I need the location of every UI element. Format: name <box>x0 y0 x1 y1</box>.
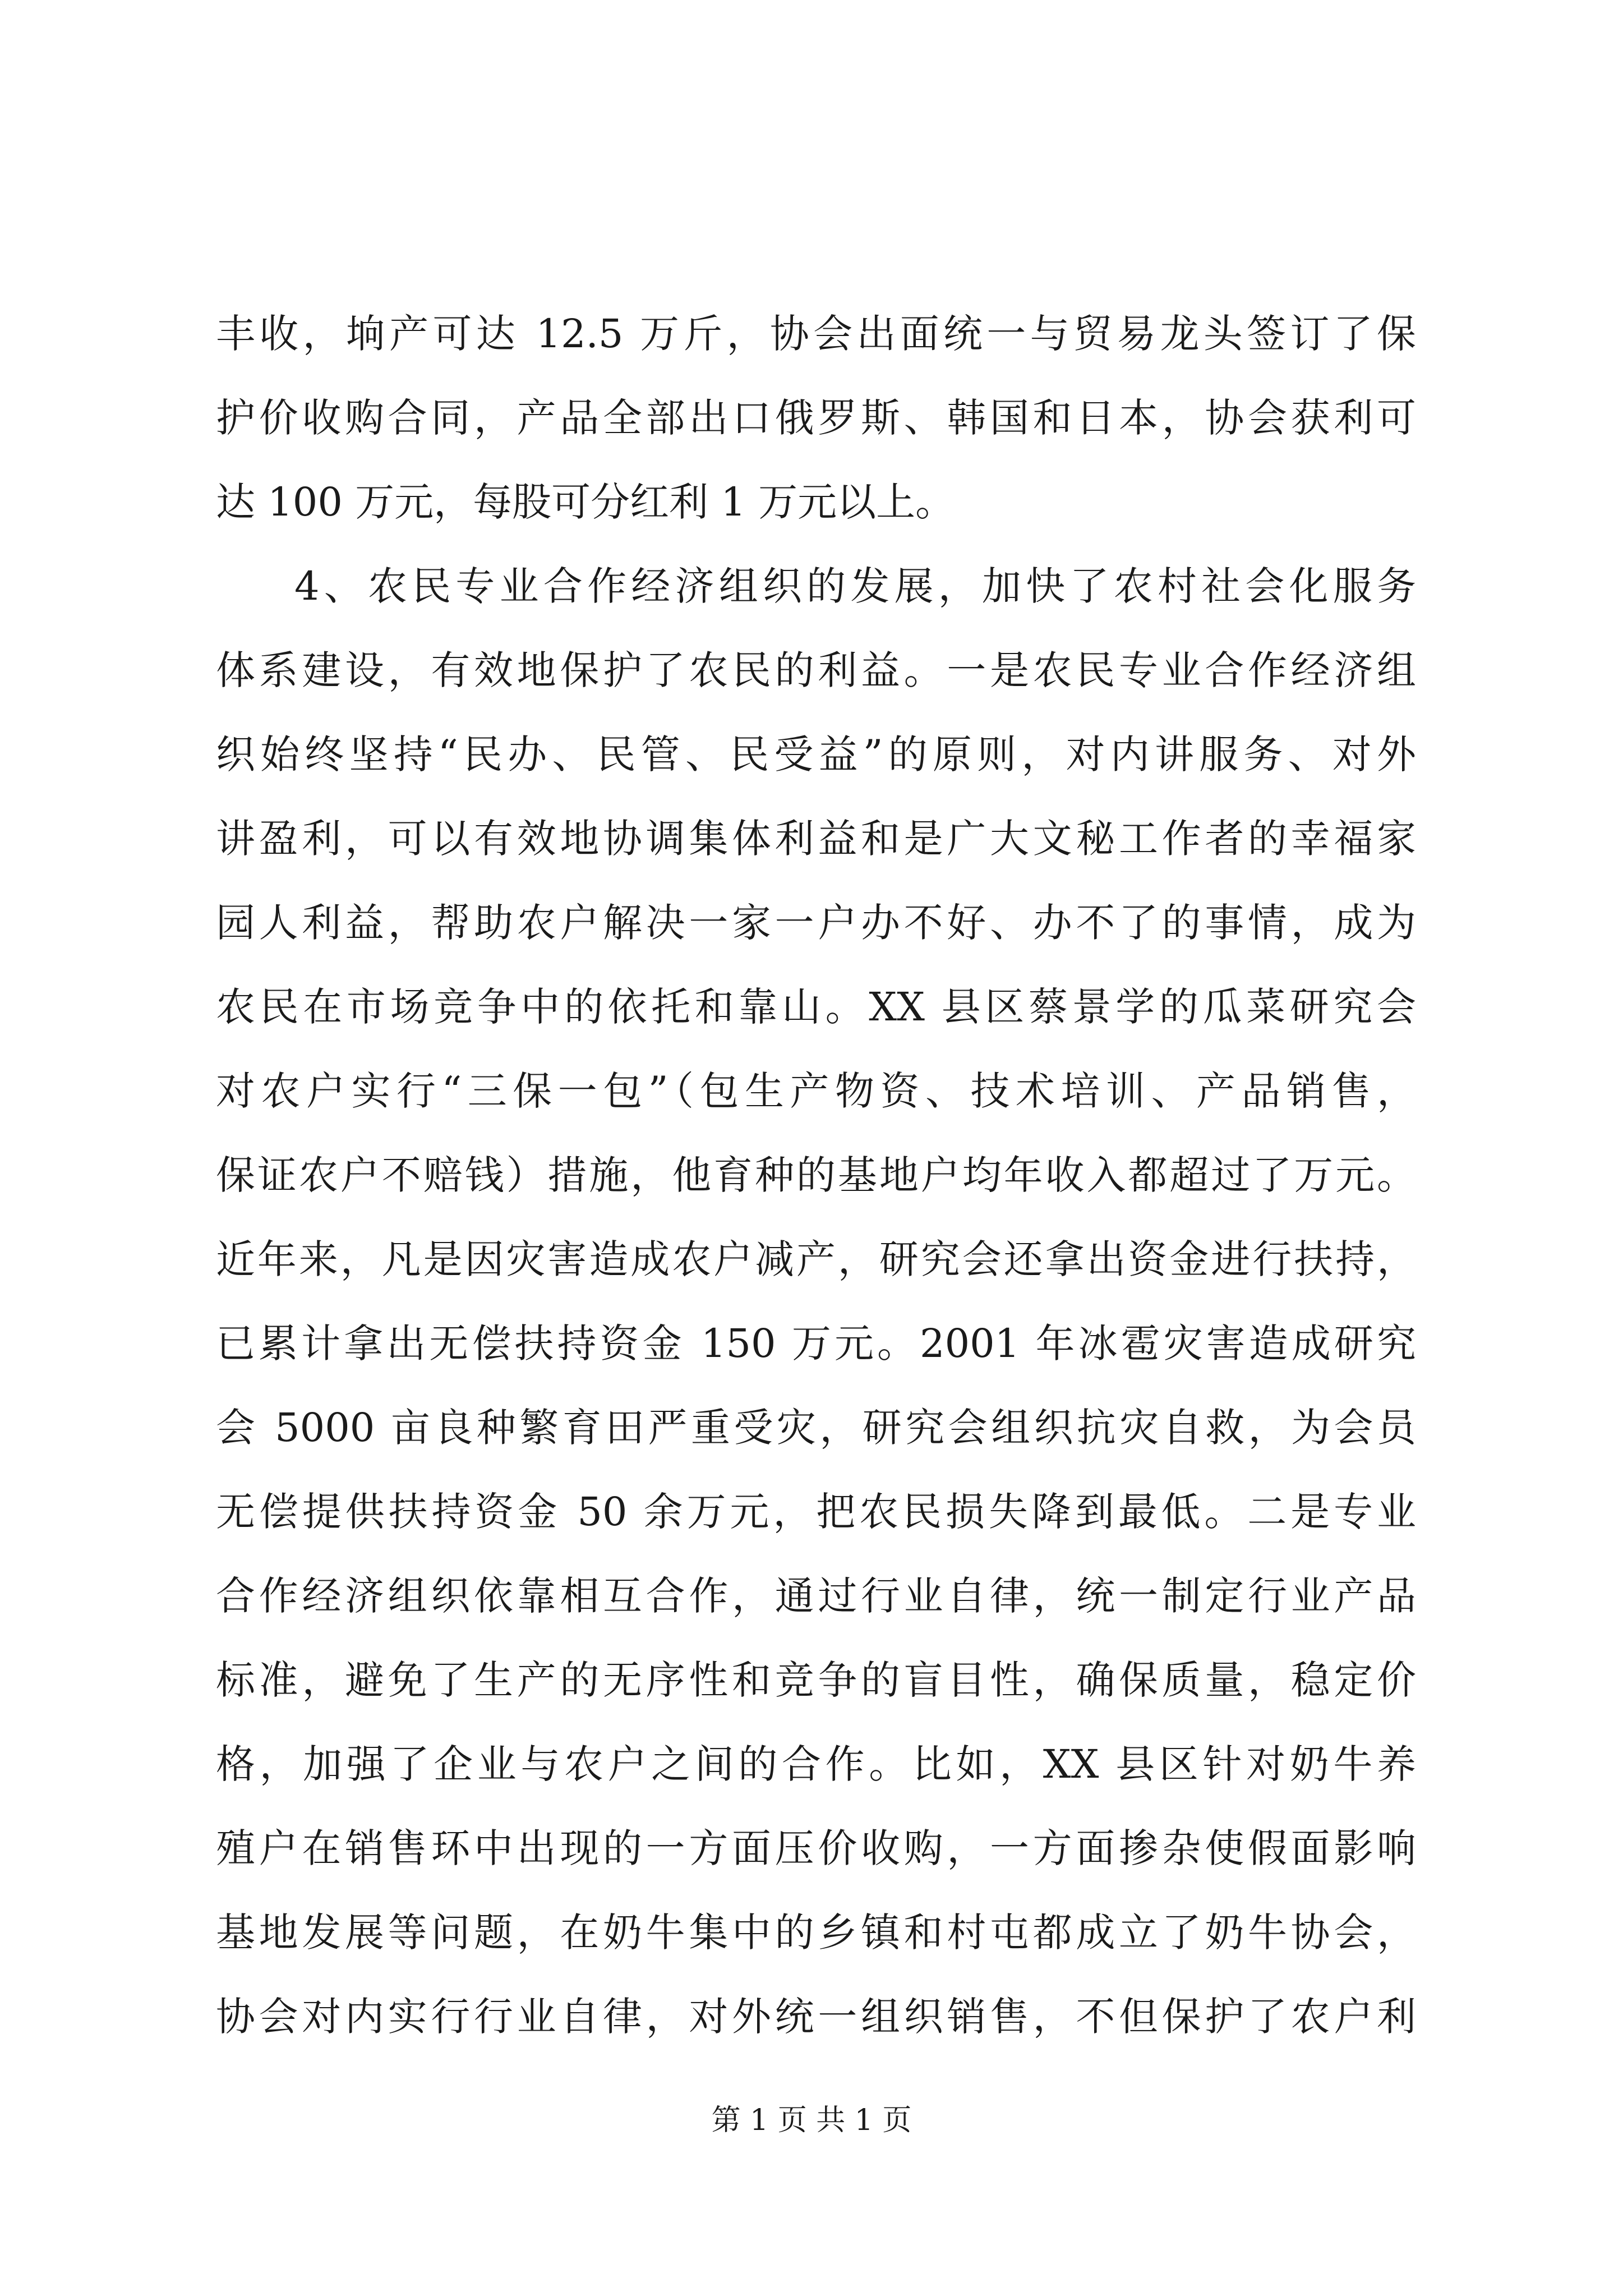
body-text <box>216 292 1416 2059</box>
text-line: 格，加强了企业与农户之间的合作。比如，XX 县区针对奶牛养 <box>216 1741 1416 1787</box>
text-line: 协会对内实行行业自律，对外统一组织销售，不但保护了农户利 <box>216 1994 1416 2040</box>
text-line: 基地发展等问题，在奶牛集中的乡镇和村屯都成立了奶牛协会， <box>216 1910 1416 1955</box>
text-line: 体系建设，有效地保护了农民的利益。一是农民专业合作经济组 <box>216 647 1416 693</box>
text-line: 护价收购合同，产品全部出口俄罗斯、韩国和日本，协会获利可 <box>216 395 1416 441</box>
text-line: 近年来，凡是因灾害造成农户减产，研究会还拿出资金进行扶持， <box>216 1236 1416 1282</box>
text-line: 标准，避免了生产的无序性和竞争的盲目性，确保质量，稳定价 <box>216 1657 1416 1703</box>
text-line: 达 100 万元，每股可分红利 1 万元以上。 <box>216 479 955 525</box>
text-line: 园人利益，帮助农户解决一家一户办不好、办不了的事情，成为 <box>216 900 1416 946</box>
paragraph-start-line: 4、农民专业合作经济组织的发展，加快了农村社会化服务 <box>294 563 1416 609</box>
text-line: 织始终坚持“民办、民管、民受益”的原则，对内讲服务、对外 <box>216 731 1416 777</box>
text-line: 合作经济组织依靠相互合作，通过行业自律，统一制定行业产品 <box>216 1573 1416 1619</box>
text-line: 已累计拿出无偿扶持资金 150 万元。2001 年冰雹灾害造成研究 <box>216 1320 1416 1366</box>
text-line: 对农户实行“三保一包”（包生产物资、技术培训、产品销售， <box>216 1068 1416 1114</box>
text-line: 无偿提供扶持资金 50 余万元，把农民损失降到最低。二是专业 <box>216 1489 1416 1535</box>
text-line: 保证农户不赔钱）措施，他育种的基地户均年收入都超过了万元。 <box>216 1152 1416 1198</box>
page-number-footer: 第 1 页 共 1 页 <box>711 2104 912 2137</box>
text-line: 丰收，垧产可达 12.5 万斤，协会出面统一与贸易龙头签订了保 <box>216 311 1416 357</box>
text-line: 讲盈利，可以有效地协调集体利益和是广大文秘工作者的幸福家 <box>216 816 1416 862</box>
text-line: 农民在市场竞争中的依托和靠山。XX 县区蔡景学的瓜菜研究会 <box>216 984 1416 1030</box>
text-line: 殖户在销售环中出现的一方面压价收购，一方面掺杂使假面影响 <box>216 1825 1416 1871</box>
text-line: 会 5000 亩良种繁育田严重受灾，研究会组织抗灾自救，为会员 <box>216 1405 1416 1451</box>
